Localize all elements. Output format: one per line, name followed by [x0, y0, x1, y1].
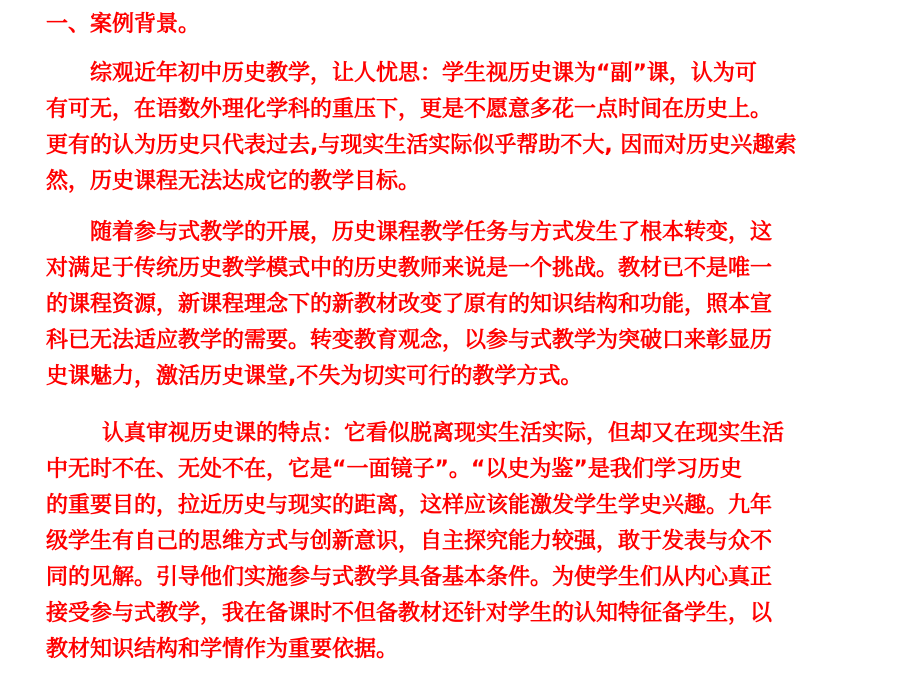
paragraph-line: 的重要目的，拉近历史与现实的距离，这样应该能激发学生学史兴趣。九年	[46, 493, 773, 518]
paragraph-line: 认真审视历史课的特点：它看似脱离现实生活实际，但却又在现实生活	[102, 421, 785, 446]
paragraph-2	[46, 215, 914, 395]
paragraph-line: 随着参与式教学的开展，历史课程教学任务与方式发生了根本转变，这	[90, 220, 773, 245]
section-heading: 一、案例背景。	[46, 12, 201, 37]
paragraph-line: 级学生有自己的思维方式与创新意识，自主探究能力较强，敢于发表与众不	[46, 529, 773, 554]
paragraph-line: 科已无法适应教学的需要。转变教育观念，以参与式教学为突破口来彰显历	[46, 328, 773, 353]
paragraph-line: 然，历史课程无法达成它的教学目标。	[46, 169, 421, 194]
paragraph-3	[46, 416, 914, 668]
paragraph-line: 更有的认为历史只代表过去,与现实生活实际似乎帮助不大, 因而对历史兴趣索	[46, 133, 797, 158]
paragraph-line: 有可无，在语数外理化学科的重压下，更是不愿意多花一点时间在历史上。	[46, 97, 773, 122]
paragraph-line: 的课程资源，新课程理念下的新教材改变了原有的知识结构和功能，照本宣	[46, 292, 773, 317]
paragraph-line: 对满足于传统历史教学模式中的历史教师来说是一个挑战。教材已不是唯一	[46, 256, 773, 281]
paragraph-line: 综观近年初中历史教学，让人忧思：学生视历史课为“副”课，认为可	[90, 61, 757, 86]
paragraph-line: 接受参与式教学，我在备课时不但备教材还针对学生的认知特征备学生，以	[46, 601, 773, 626]
paragraph-line: 同的见解。引导他们实施参与式教学具备基本条件。为使学生们从内心真正	[46, 565, 773, 590]
paragraph-line: 教材知识结构和学情作为重要依据。	[46, 637, 399, 662]
paragraph-1	[46, 56, 914, 200]
paragraph-line: 史课魅力，激活历史课堂,不失为切实可行的教学方式。	[46, 364, 583, 389]
paragraph-line: 中无时不在、无处不在，它是“一面镜子”。“以史为鉴”是我们学习历史	[46, 457, 742, 482]
